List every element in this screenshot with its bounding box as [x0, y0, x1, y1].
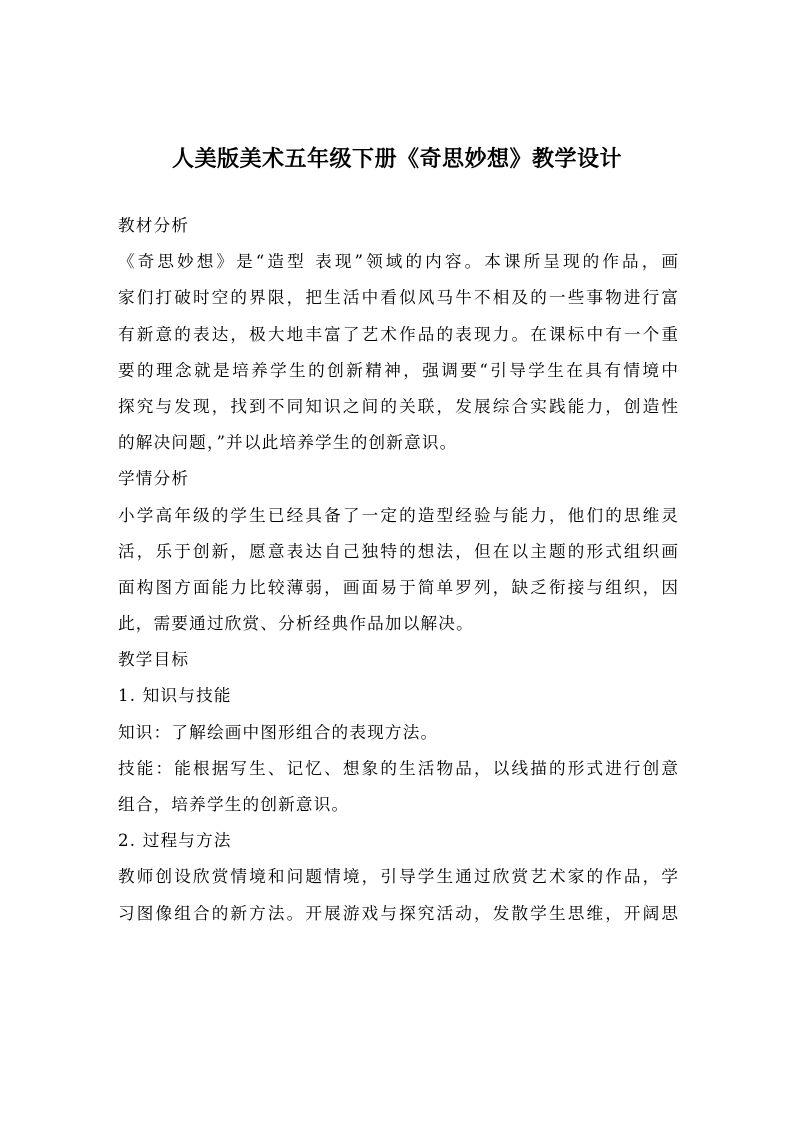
paragraph-line: 教师创设欣赏情境和问题情境，引导学生通过欣赏艺术家的作品，学 [118, 867, 678, 887]
document-title: 人美版美术五年级下册《奇思妙想》教学设计 [171, 147, 622, 172]
text-line: 1. 知识与技能 [118, 686, 232, 706]
paragraph-line: 探究与发现，找到不同知识之间的关联，发展综合实践能力，创造性 [118, 396, 678, 416]
paragraph-line: 小学高年级的学生已经具备了一定的造型经验与能力，他们的思维灵 [118, 505, 678, 525]
text-line: 组合，培养学生的创新意识。 [118, 795, 350, 814]
text-line: 知识：了解绘画中图形组合的表现方法。 [118, 722, 439, 742]
paragraph-line: 家们打破时空的界限，把生活中看似风马牛不相及的一些事物进行富 [118, 288, 678, 308]
text-line: 此，需要通过欣赏、分析经典作品加以解决。 [118, 614, 474, 634]
paragraph-line: 面构图方面能力比较薄弱，画面易于简单罗列，缺乏衔接与组织，因 [118, 577, 678, 597]
text-line: 2. 过程与方法 [118, 831, 232, 851]
paragraph-line: 要的理念就是培养学生的创新精神，强调要“引导学生在具有情境中 [118, 360, 678, 380]
text-line: 教材分析 [118, 216, 190, 235]
paragraph-line: 活，乐于创新，愿意表达自己独特的想法，但在以主题的形式组织画 [118, 541, 678, 561]
paragraph-line: 习图像组合的新方法。开展游戏与探究活动，发散学生思维，开阔思 [118, 903, 678, 923]
paragraph-line: 技能：能根据写生、记忆、想象的生活物品，以线描的形式进行创意 [118, 758, 678, 778]
paragraph-line: 《奇思妙想》是“造型 表现”领域的内容。本课所呈现的作品，画 [118, 252, 678, 272]
document-body [118, 208, 678, 932]
paragraph-line: 有新意的表达，极大地丰富了艺术作品的表现力。在课标中有一个重 [118, 324, 678, 344]
text-line: 的解决问题，”并以此培养学生的创新意识。 [118, 433, 458, 453]
text-line: 教学目标 [118, 650, 190, 670]
text-line: 学情分析 [118, 469, 190, 489]
